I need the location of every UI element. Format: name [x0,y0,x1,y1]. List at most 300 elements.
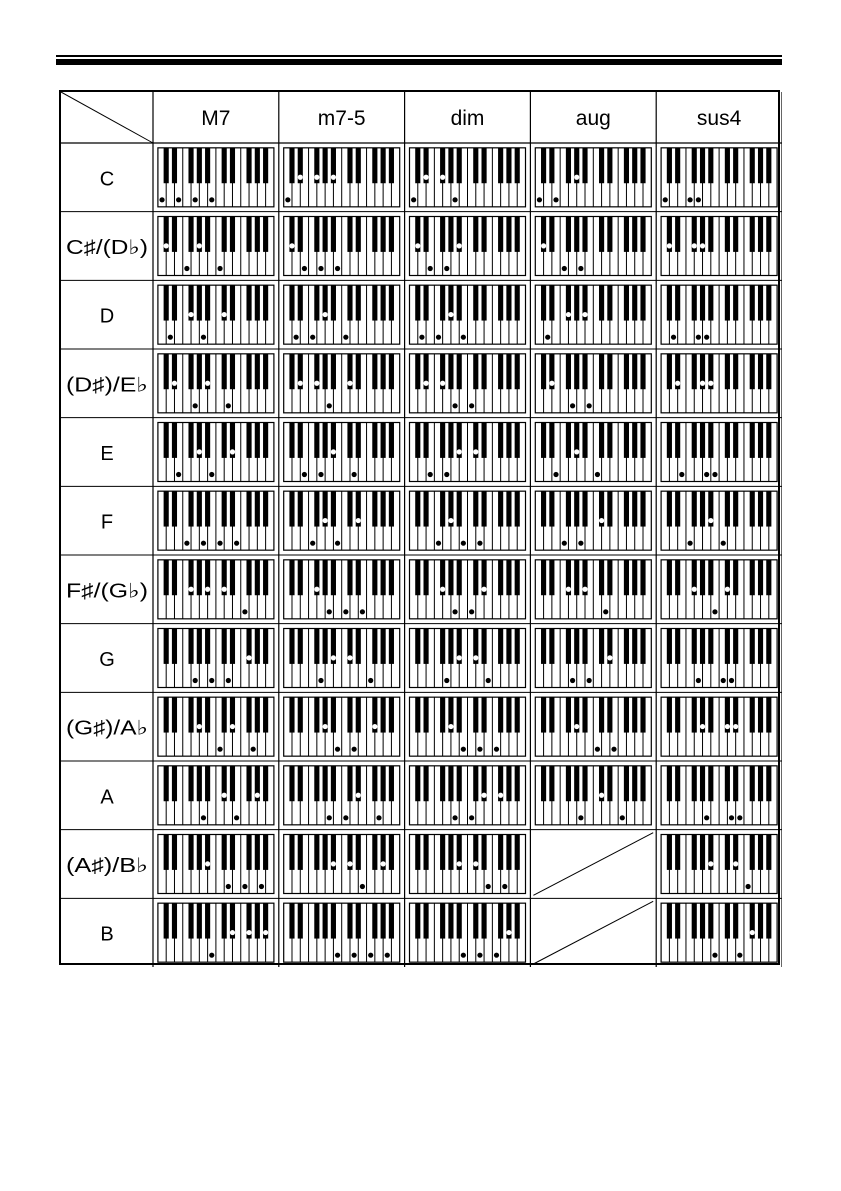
note-marker-black [197,724,202,729]
black-key [415,697,420,732]
note-marker-black [188,312,193,317]
note-marker-white [335,953,340,958]
black-key [667,560,672,595]
note-marker-white [318,266,323,271]
column-header-aug: aug [575,107,611,130]
note-marker-black [733,724,738,729]
keyboard-diagram [410,354,526,413]
black-key [298,217,303,252]
black-key [566,491,571,526]
black-key [624,629,629,664]
note-marker-white [494,953,499,958]
black-key [708,697,713,732]
black-key [708,629,713,664]
black-key [246,491,251,526]
black-key [640,217,645,252]
keyboard-diagram [284,285,400,344]
black-key [750,835,755,870]
note-marker-white [436,541,441,546]
black-key [482,217,487,252]
black-key [448,835,453,870]
black-key [440,423,445,458]
black-key [733,491,738,526]
note-marker-black [230,449,235,454]
black-key [675,903,680,938]
black-key [675,491,680,526]
black-key [415,766,420,801]
black-key [389,903,394,938]
note-marker-white [285,197,290,202]
black-key [298,629,303,664]
note-marker-white [477,747,482,752]
black-key [766,903,771,938]
black-key [667,629,672,664]
black-key [700,835,705,870]
black-key [640,697,645,732]
keyboard-diagram [661,560,777,619]
black-key [314,835,319,870]
black-key [164,491,169,526]
note-marker-white [603,609,608,614]
black-key [766,491,771,526]
row-label: G [99,649,115,671]
note-marker-white [578,266,583,271]
note-marker-black [725,724,730,729]
black-key [766,835,771,870]
chord-chart-grid [61,92,782,967]
black-key [733,629,738,664]
black-key [574,354,579,389]
note-marker-white [611,747,616,752]
note-marker-white [411,197,416,202]
black-key [448,766,453,801]
note-marker-white [737,815,742,820]
black-key [172,217,177,252]
black-key [498,354,503,389]
note-marker-black [230,930,235,935]
black-key [692,285,697,320]
black-key [506,697,511,732]
column-header-dim: dim [450,107,485,130]
black-key [725,903,730,938]
note-marker-black [700,381,705,386]
note-marker-white [327,815,332,820]
black-key [289,766,294,801]
note-marker-white [251,747,256,752]
black-key [473,766,478,801]
note-marker-white [688,541,693,546]
black-key [566,629,571,664]
note-marker-black [582,312,587,317]
black-key [230,491,235,526]
keyboard-diagram [284,697,400,756]
black-key [515,491,520,526]
note-marker-white [360,609,365,614]
black-key [482,491,487,526]
black-key [172,629,177,664]
black-key [675,835,680,870]
black-key [498,423,503,458]
black-key [230,835,235,870]
black-key [255,217,260,252]
black-key [347,697,352,732]
note-marker-white [595,472,600,477]
row-label: F [100,511,114,534]
note-marker-white [343,335,348,340]
note-marker-white [259,884,264,889]
black-key [298,835,303,870]
black-key [599,217,604,252]
note-marker-black [197,449,202,454]
black-key [667,148,672,183]
black-key [381,491,386,526]
black-key [515,697,520,732]
note-marker-black [448,518,453,523]
black-key [230,285,235,320]
header-rule-thick [56,59,782,65]
black-key [515,835,520,870]
black-key [624,354,629,389]
black-key [263,629,268,664]
black-key [255,903,260,938]
note-marker-black [347,861,352,866]
row-label: (A♯)/B♭ [66,855,148,877]
black-key [624,285,629,320]
corner-diagonal [61,92,153,143]
note-marker-white [452,197,457,202]
black-key [347,285,352,320]
note-marker-black [541,243,546,248]
black-key [766,629,771,664]
note-marker-black [607,655,612,660]
black-key [255,835,260,870]
black-key [541,285,546,320]
black-key [750,491,755,526]
keyboard-diagram [661,835,777,894]
black-key [188,423,193,458]
note-marker-black [331,449,336,454]
note-marker-black [733,861,738,866]
black-key [347,148,352,183]
note-marker-black [675,381,680,386]
black-key [766,217,771,252]
black-key [515,766,520,801]
black-key [389,354,394,389]
black-key [700,560,705,595]
black-key [482,354,487,389]
note-marker-black [692,587,697,592]
note-marker-black [457,655,462,660]
black-key [347,560,352,595]
note-marker-black [700,243,705,248]
black-key [733,148,738,183]
black-key [675,148,680,183]
note-marker-black [347,655,352,660]
black-key [164,835,169,870]
row-label: A [100,786,114,809]
keyboard-diagram [535,629,651,688]
black-key [640,285,645,320]
note-marker-white [318,472,323,477]
black-key [372,148,377,183]
keyboard-diagram [535,423,651,482]
black-key [607,697,612,732]
black-key [197,354,202,389]
black-key [164,903,169,938]
black-key [381,903,386,938]
note-marker-white [327,403,332,408]
black-key [424,697,429,732]
note-marker-black [246,655,251,660]
black-key [381,560,386,595]
black-key [549,629,554,664]
black-key [263,285,268,320]
black-key [766,423,771,458]
note-marker-black [457,861,462,866]
black-key [515,629,520,664]
note-marker-white [428,266,433,271]
black-key [498,491,503,526]
black-key [323,560,328,595]
keyboard-diagram [158,697,274,756]
note-marker-white [176,472,181,477]
column-header-sus4: sus4 [696,107,742,130]
black-key [448,354,453,389]
black-key [230,629,235,664]
black-key [582,217,587,252]
black-key [574,629,579,664]
note-marker-white [553,472,558,477]
note-marker-black [205,861,210,866]
note-marker-white [168,335,173,340]
note-marker-white [469,815,474,820]
black-key [356,835,361,870]
note-marker-white [469,609,474,614]
keyboard-diagram [535,285,651,344]
note-marker-white [587,678,592,683]
black-key [372,835,377,870]
black-key [708,560,713,595]
note-marker-white [193,678,198,683]
black-key [750,766,755,801]
note-marker-white [469,403,474,408]
black-key [188,491,193,526]
black-key [766,560,771,595]
black-key [440,903,445,938]
black-key [298,491,303,526]
black-key [314,491,319,526]
black-key [541,148,546,183]
note-marker-black [574,175,579,180]
note-marker-white [234,541,239,546]
black-key [415,354,420,389]
note-marker-black [188,587,193,592]
keyboard-diagram [158,423,274,482]
black-key [758,423,763,458]
note-marker-black [172,381,177,386]
note-marker-black [289,243,294,248]
note-marker-white [242,609,247,614]
black-key [632,354,637,389]
note-marker-white [226,884,231,889]
keyboard-diagram [661,697,777,756]
black-key [415,285,420,320]
black-key [750,354,755,389]
keyboard-diagram [158,835,274,894]
note-marker-black [692,243,697,248]
black-key [758,217,763,252]
note-marker-white [712,609,717,614]
black-key [632,148,637,183]
note-marker-white [578,541,583,546]
black-key [640,423,645,458]
note-marker-black [566,587,571,592]
empty-cell-diagonal [533,901,653,964]
black-key [473,491,478,526]
black-key [323,766,328,801]
black-key [541,354,546,389]
note-marker-white [335,266,340,271]
note-marker-black [574,724,579,729]
keyboard-diagram [410,560,526,619]
black-key [298,766,303,801]
black-key [750,423,755,458]
black-key [188,354,193,389]
black-key [289,423,294,458]
black-key [263,560,268,595]
keyboard-diagram [535,491,651,550]
black-key [298,903,303,938]
black-key [498,697,503,732]
black-key [164,629,169,664]
black-key [331,285,336,320]
keyboard-diagram [535,766,651,825]
black-key [758,629,763,664]
black-key [692,835,697,870]
black-key [515,560,520,595]
black-key [515,148,520,183]
black-key [298,423,303,458]
note-marker-white [444,678,449,683]
black-key [246,560,251,595]
black-key [197,903,202,938]
black-key [331,560,336,595]
note-marker-black [725,587,730,592]
black-key [289,903,294,938]
black-key [549,423,554,458]
note-marker-white [461,541,466,546]
black-key [347,903,352,938]
keyboard-diagram [158,491,274,550]
black-key [331,697,336,732]
black-key [725,423,730,458]
black-key [188,903,193,938]
note-marker-white [562,541,567,546]
black-key [624,766,629,801]
note-marker-white [368,678,373,683]
note-marker-black [222,793,227,798]
black-key [188,766,193,801]
keyboard-diagram [410,835,526,894]
black-key [692,491,697,526]
black-key [506,423,511,458]
black-key [172,491,177,526]
note-marker-black [381,861,386,866]
black-key [424,491,429,526]
keyboard-diagram [410,629,526,688]
black-key [632,423,637,458]
note-marker-white [318,678,323,683]
black-key [473,217,478,252]
black-key [356,285,361,320]
black-key [205,903,210,938]
black-key [675,697,680,732]
black-key [675,629,680,664]
note-marker-white [587,403,592,408]
note-marker-black [708,381,713,386]
black-key [246,697,251,732]
black-key [448,629,453,664]
black-key [347,423,352,458]
note-marker-black [197,243,202,248]
note-marker-black [331,175,336,180]
black-key [314,766,319,801]
black-key [541,491,546,526]
black-key [675,285,680,320]
black-key [263,423,268,458]
black-key [246,148,251,183]
black-key [424,423,429,458]
black-key [415,148,420,183]
black-key [289,354,294,389]
keyboard-diagram [158,217,274,276]
black-key [263,835,268,870]
black-key [164,766,169,801]
note-marker-white [737,953,742,958]
black-key [640,766,645,801]
note-marker-black [566,312,571,317]
keyboard-diagram [661,148,777,207]
black-key [574,560,579,595]
header-rule-thin [56,55,782,57]
black-key [205,217,210,252]
note-marker-white [746,884,751,889]
black-key [222,354,227,389]
note-marker-black [423,381,428,386]
black-key [314,903,319,938]
black-key [624,697,629,732]
black-key [515,354,520,389]
black-key [222,423,227,458]
note-marker-white [729,678,734,683]
keyboard-diagram [158,285,274,344]
black-key [415,629,420,664]
black-key [750,148,755,183]
black-key [255,423,260,458]
black-key [230,217,235,252]
black-key [415,491,420,526]
black-key [667,423,672,458]
note-marker-black [347,381,352,386]
black-key [255,148,260,183]
black-key [164,423,169,458]
black-key [356,560,361,595]
note-marker-white [688,197,693,202]
black-key [566,148,571,183]
black-key [246,285,251,320]
keyboard-diagram [284,423,400,482]
black-key [632,560,637,595]
